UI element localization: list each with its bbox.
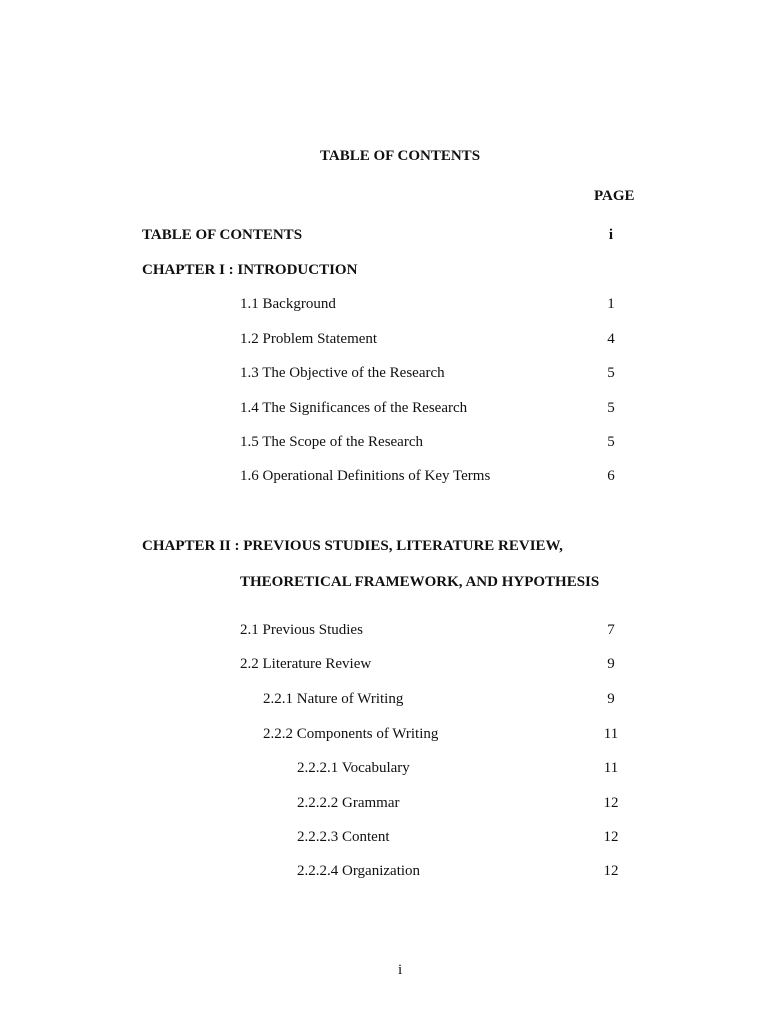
toc-entry-label: 1.5 The Scope of the Research (240, 434, 423, 450)
footer-page-number: i (398, 962, 403, 978)
page-column-header: PAGE (594, 188, 635, 204)
toc-entry-page: 9 (607, 691, 615, 707)
toc-entry-label: 2.2.2.3 Content (297, 829, 390, 845)
toc-entry-label: 1.2 Problem Statement (240, 331, 378, 347)
toc-entry-page: 6 (607, 468, 615, 484)
toc-entry-label: 2.2.2.2 Grammar (297, 795, 400, 811)
toc-entry-page: 7 (607, 622, 615, 638)
toc-entry-label: 1.4 The Significances of the Research (240, 400, 468, 416)
toc-entry-page: 12 (603, 795, 619, 811)
toc-entry-page: 11 (603, 760, 619, 776)
toc-entry-label: 1.6 Operational Definitions of Key Terms (240, 468, 491, 484)
toc-self-page: i (608, 227, 614, 243)
toc-entry-label: 2.2.2.4 Organization (297, 863, 421, 879)
chapter2-heading-line1: CHAPTER II : PREVIOUS STUDIES, LITERATURE REVIEW, (142, 538, 563, 554)
toc-entry-page: 5 (607, 365, 615, 381)
toc-entry-label: 1.3 The Objective of the Research (240, 365, 445, 381)
toc-entry-label: 2.2 Literature Review (240, 656, 372, 672)
toc-entry-page: 9 (607, 656, 615, 672)
toc-entry-page: 11 (603, 726, 619, 742)
toc-entry-label: 2.2.2.1 Vocabulary (297, 760, 410, 776)
toc-entry-page: 5 (607, 400, 615, 416)
chapter1-heading: CHAPTER I : INTRODUCTION (142, 262, 358, 278)
toc-entry-label: 2.2.2 Components of Writing (263, 726, 439, 742)
toc-entry-page: 4 (607, 331, 615, 347)
chapter2-heading-line2: THEORETICAL FRAMEWORK, AND HYPOTHESIS (240, 574, 600, 590)
toc-entry-page: 5 (607, 434, 615, 450)
page-title: TABLE OF CONTENTS (320, 148, 481, 164)
toc-entry-page: 12 (603, 829, 619, 845)
toc-entry-page: 1 (607, 296, 615, 312)
toc-entry-page: 12 (603, 863, 619, 879)
toc-self-label: TABLE OF CONTENTS (142, 227, 303, 243)
toc-entry-label: 1.1 Background (240, 296, 336, 312)
toc-entry-label: 2.2.1 Nature of Writing (263, 691, 404, 707)
toc-entry-label: 2.1 Previous Studies (240, 622, 363, 638)
